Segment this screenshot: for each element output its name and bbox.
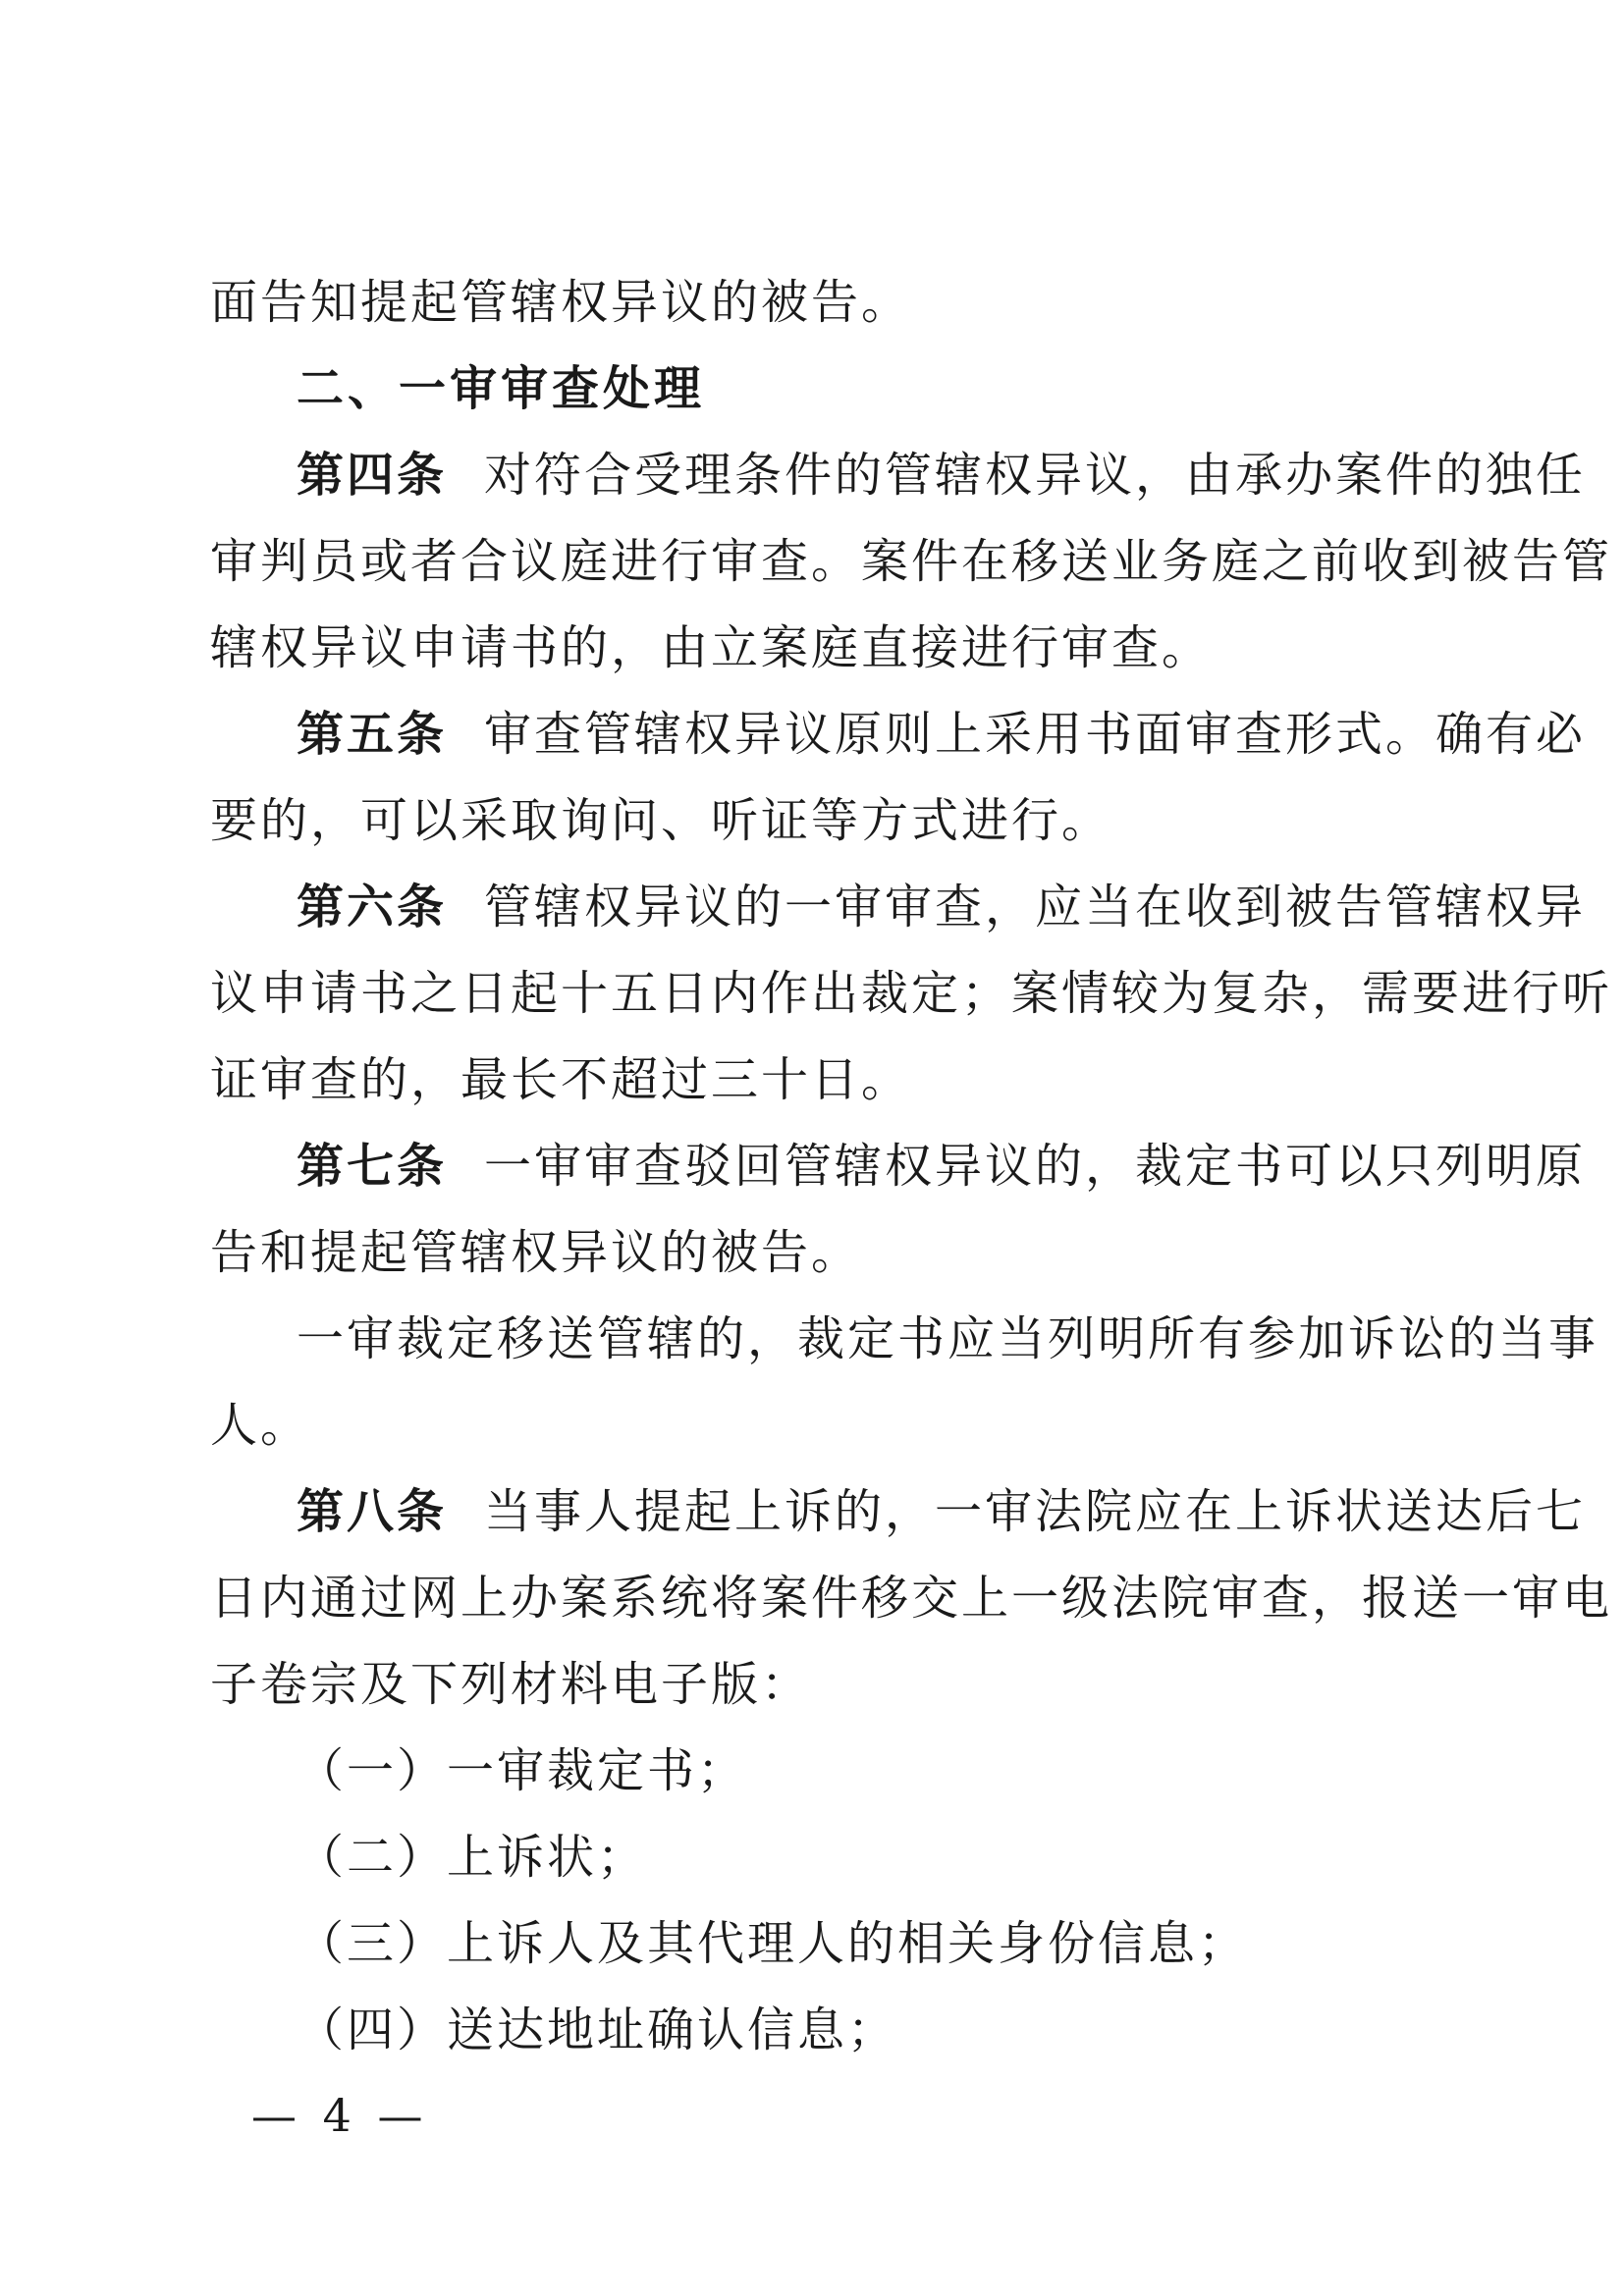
article-6-line-2: 议申请书之日起十五日内作出裁定；案情较为复杂，需要进行听 <box>210 966 1613 1021</box>
page-number: — 4 — <box>251 2089 429 2142</box>
article-7-line-1 <box>297 1137 1587 1196</box>
list-item: （一）一审裁定书； <box>297 1743 748 1798</box>
intro-line: 面告知提起管辖权异议的被告。 <box>210 275 912 330</box>
article-6-label: 第六条 <box>297 880 448 934</box>
article-6-line-3: 证审查的，最长不超过三十日。 <box>210 1052 912 1107</box>
article-7-para-2-line-2: 人。 <box>210 1398 311 1453</box>
article-8-text-1: 当事人提起上诉的，一审法院应在上诉状送达后七 <box>484 1484 1587 1539</box>
article-5-line-2: 要的，可以采取询问、听证等方式进行。 <box>210 793 1112 848</box>
article-4-label: 第四条 <box>297 448 448 503</box>
article-4-line-1 <box>297 446 1587 505</box>
list-item: （四）送达地址确认信息； <box>297 2002 898 2057</box>
article-7-label: 第七条 <box>297 1139 448 1194</box>
article-5-label: 第五条 <box>297 707 448 762</box>
article-8-line-3: 子卷宗及下列材料电子版： <box>210 1657 812 1712</box>
article-4-line-3: 辖权异议申请书的，由立案庭直接进行审查。 <box>210 620 1213 675</box>
article-5-line-1 <box>297 705 1587 764</box>
section-heading: 二、一审审查处理 <box>297 361 706 416</box>
article-7-line-2: 告和提起管辖权异议的被告。 <box>210 1225 862 1280</box>
article-8-line-1 <box>297 1482 1587 1541</box>
article-4-line-2: 审判员或者合议庭进行审查。案件在移送业务庭之前收到被告管 <box>210 534 1613 589</box>
article-5-text-1: 审查管辖权异议原则上采用书面审查形式。确有必 <box>484 707 1587 762</box>
article-6-line-1 <box>297 878 1587 936</box>
article-8-line-2: 日内通过网上办案系统将案件移交上一级法院审查，报送一审电 <box>210 1571 1613 1626</box>
article-7-text-1: 一审审查驳回管辖权异议的，裁定书可以只列明原 <box>484 1139 1587 1194</box>
list-item: （二）上诉状； <box>297 1830 648 1885</box>
article-8-label: 第八条 <box>297 1484 448 1539</box>
article-7-para-2-line-1: 一审裁定移送管辖的，裁定书应当列明所有参加诉讼的当事 <box>297 1311 1599 1366</box>
article-6-text-1: 管辖权异议的一审审查，应当在收到被告管辖权异 <box>484 880 1587 934</box>
article-4-text-1: 对符合受理条件的管辖权异议，由承办案件的独任 <box>484 448 1587 503</box>
list-item: （三）上诉人及其代理人的相关身份信息； <box>297 1916 1249 1971</box>
